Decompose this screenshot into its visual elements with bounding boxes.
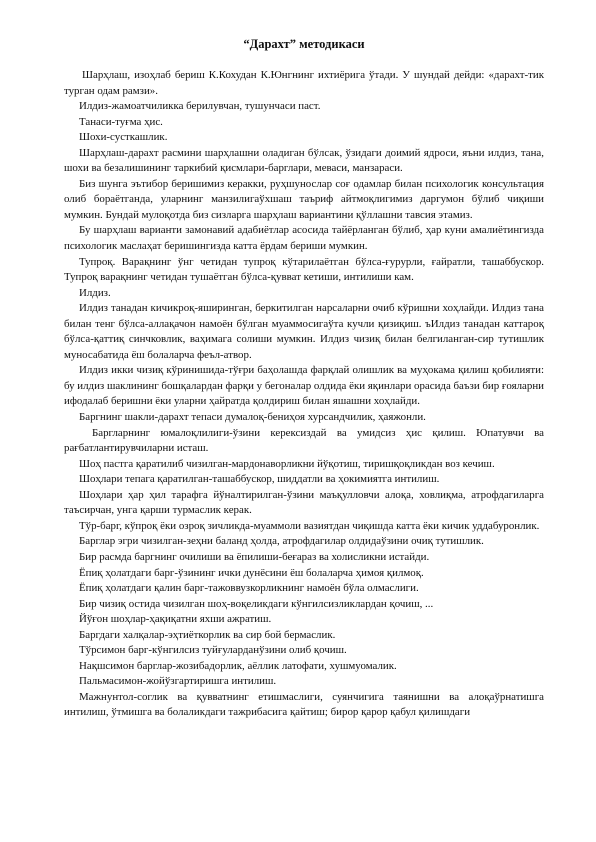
paragraph: Бир расмда баргнинг очилиши ва ёпилиши-беғараз ва холисликни истайди. [79,550,430,563]
paragraph: Тўрсимон барг-кўнгилсиз туйғуларданўзини олиб қочиш. [79,644,347,657]
paragraph: Илдиз-жамоатчиликка берилувчан, тушунчаси паст. [79,100,321,113]
document-body [64,68,544,721]
paragraph: Мажнунтол-соглик ва қувватнинг етишмаслиги, суянчигига таянишни ва алоқаўрнатишга интилиш, ўтмишга ва болаликдаги тажрибасига қайтиш; бирор қарор қабул қилишдаги [64,690,544,719]
paragraph: Илдиз икки чизиқ кўринишида-тўғри баҳолашда фарқлай олишлик ва муҳокама қилиш қобилияти: бу илдиз шаклининг бошқалардан фарқи у бегоналар олдида ёки яқинлари орасида баъзи бир ғояларни ифодалаб беришни ёки уларни ҳайратда қолдириш билан яшашни хоҳлайди. [64,364,544,408]
paragraph: Илдиз танадан кичикроқ-яширинган, беркитилган нарсаларни очиб кўришни хоҳлайди. Илдиз тана билан тенг бўлса-аллақачон намоён бўлган муаммосигаўта кучли қизиқиш. ъИлдиз танадан каттароқ бўлса-қаттиқ синчковлик, ваҳимага солиши мумкин. Илдиз чизиқ билан белгиланган-сир тутишлик муносабатида ёш болаларча феъл-атвор. [64,302,544,361]
paragraph: Тўр-барг, кўпроқ ёки озроқ зичликда-муаммоли вазиятдан чиқишда катта ёки кичик уддабуронлик. [79,519,540,532]
paragraph: Ёпиқ ҳолатдаги барг-ўзининг ички дунёсини ёш болаларча ҳимоя қилмоқ. [79,566,424,579]
paragraph: Барглар эгри чизилган-зеҳни баланд ҳолда, атрофдагилар олдидаўзини очиқ тутишлик. [79,535,484,548]
paragraph: Шоҳ пастга қаратилиб чизилган-мардонаворликни йўқотиш, тиришқоқликдан воз кечиш. [79,457,495,470]
paragraph: Шоҳлари ҳар ҳил тарафга йўналтирилган-ўзини маъқулловчи алоқа, ховлиқма, атрофдагиларга таъсирчан, унга қарши турмаслик керак. [64,488,544,517]
paragraph: Йўғон шоҳлар-ҳақиқатни яхши ажратиш. [79,613,272,626]
paragraph: Пальмасимон-жойўзгартиришга интилиш. [79,675,277,688]
paragraph: Биз шунга эътибор беришимиз керакки, руҳшунослар соғ одамлар билан психологик консультация олиб бораётганда, уларнинг манзилигаўхшаш таъриф айтмоқлигимиз даргумон бўлиб чиқиши мумкин. Бундай мулоқотда биз сизларга шарҳлаш вариантини қўллашни тавсия этамиз. [64,177,544,221]
paragraph: Бир чизиқ остида чизилган шоҳ-воқеликдаги кўнгилсизликлардан қочиш, ... [79,597,434,610]
paragraph: Тупроқ. Варақнинг ўнг четидан тупроқ кўтарилаётган бўлса-ғурурли, ғайратли, ташаббускор. Тупроқ варақнинг четидан тушаётган бўлса-қувват кетиши, интилиши кам. [64,255,544,284]
paragraph: Баргнинг шакли-дарахт тепаси думалоқ-бениҳоя хурсандчилик, ҳаяжонли. [79,411,426,424]
paragraph: Шарҳлаш-дарахт расмини шарҳлашни оладиган бўлсак, ўзидаги доимий ядроси, яъни илдиз, тана, шохи ва безалишининг таркибий қисмлари-барглари, меваси, манзараси. [64,146,544,175]
paragraph: Илдиз. [79,286,111,299]
document-title: “Дарахт” методикаси [243,37,365,51]
paragraph: Баргларнинг юмалоқлилиги-ўзини керексиздай ва умидсиз ҳис қилиш. Юпатувчи ва рағбатлантирувчиларни исташ. [64,426,544,455]
paragraph: Шоҳлари тепага қаратилган-ташаббускор, шиддатли ва ҳокимиятга интилиш. [79,473,440,486]
paragraph: Шарҳлаш, изоҳлаб бериш К.Кохудан К.Юнгнинг ихтиёрига ўтади. У шундай дейди: «дарахт-тик турган одам рамзи». [64,69,544,97]
paragraph: Бу шарҳлаш варианти замонавий адабиётлар асосида тайёрланган бўлиб, ҳар куни амалиётингизда психологик маслаҳат беришингизда катта ёрдам бериши мумкин. [64,224,544,253]
paragraph: Танаси-туғма ҳис. [79,115,163,128]
paragraph: Нақшсимон барглар-жозибадорлик, аёллик латофати, хушмуомалик. [79,659,397,672]
paragraph: Баргдаги халқалар-эҳтиёткорлик ва сир бой бермаслик. [79,628,336,641]
paragraph: Шохи-сусткашлик. [79,131,168,144]
paragraph: Ёпиқ ҳолатдаги қалин барг-тажоввузкорликнинг намоён бўла олмаслиги. [79,582,419,595]
